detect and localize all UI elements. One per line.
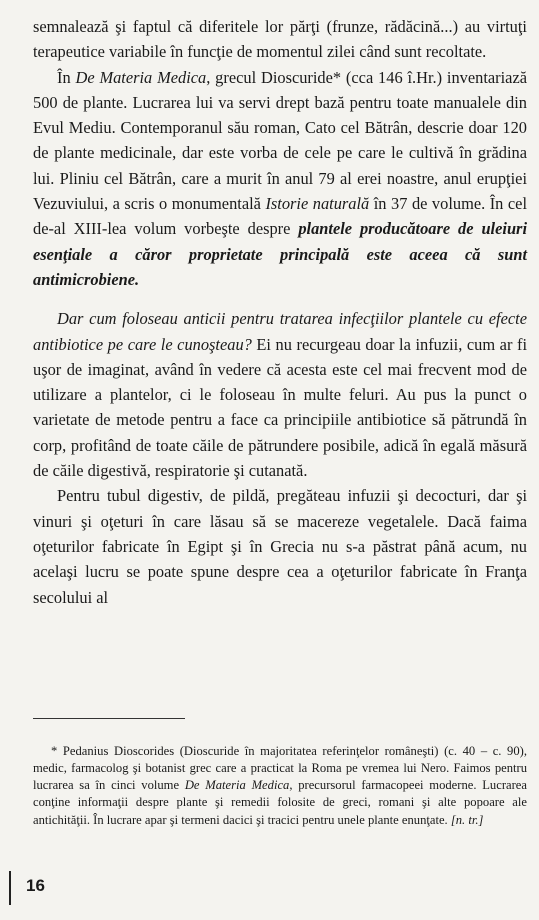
emphasized-statement: plantele producătoare de uleiuri esenţiale a căror proprietate principală este aceea că sunt antimicrobiene. (33, 219, 527, 289)
page-number: 16 (26, 876, 45, 895)
paragraph-3 (33, 306, 527, 483)
work-title-istorie-naturala: Istorie naturală (265, 194, 370, 214)
paragraph-4: Pentru tubul digestiv, de pildă, pregăteau infuzii şi decocturi, dar şi vinuri şi oţeturi în care lăsau să se macereze vegetalele. Dacă faima oţeturilor fabricate în Egipt şi în Grecia nu s-a păstrat până acum, nu acelaşi lucru se poate spune despre cea a oţeturilor fabricate în Franţa secolului al (33, 486, 527, 607)
paragraph-1: semnalează şi faptul că diferitele lor părţi (frunze, rădăcină...) au virtuţi terapeutice variabile în funcţie de momentul zilei când sunt recoltate. (33, 17, 527, 62)
translator-note: [n. tr.] (450, 812, 484, 827)
footnote-text-b: , precursorul farmacopeei moderne. Lucrarea conţine informaţii despre plante şi remedii folosite de greci, romani şi alte popoare ale antichităţii. În lucrare apar şi termeni dacici şi tracici pentru unele plante enunţate. (33, 778, 527, 827)
question-italic: Dar cum foloseau anticii pentru tratarea infecţiilor plantele cu efecte antibiotice pe care le cunoşteau? (33, 309, 527, 354)
main-text (33, 14, 527, 610)
p2-text-a: În (57, 67, 76, 87)
work-title-materia-medica: De Materia Medica (75, 67, 207, 87)
p3-text: Ei nu recurgeau doar la infuzii, cum ar fi uşor de imaginat, având în vedere că acesta este cel mai frecvent mod de utilizare a plantelor, ci le foloseau în multe feluri. Au pus la punct o varietate de metode pentru a face ca principiile antibiotice să pătrundă în corp, profitând de toate căile de pătrundere posibile, adică în egală măsură de căile digestivă, respiratorie şi cutanată. (33, 334, 527, 481)
footnote-divider (33, 718, 185, 719)
footnote-work-title: De Materia Medica (184, 778, 290, 793)
page-number-bar (9, 871, 11, 905)
footnote (33, 743, 527, 829)
p2-text-c: în 37 de volume. În cel de-al XIII-lea volum vorbeşte despre (33, 194, 527, 239)
footnote-text-a: * Pedanius Dioscorides (Dioscuride în majoritatea referinţelor româneşti) (c. 40 – c. 90), medic, farmacolog şi botanist grec care a practicat la Roma pe vremea lui Nero. Faimos pentru lucrarea sa în cinci volume (33, 743, 527, 793)
paragraph-2 (33, 65, 527, 293)
p2-text-b: , grecul Dioscuride* (cca 146 î.Hr.) inventariază 500 de plante. Lucrarea lui va servi drept bază pentru toate manualele din Evul Mediu. Contemporanul său roman, Cato cel Bătrân, descrie doar 120 de plante medicinale, dar este vorba de cele pe care le cultivă în grădina lui. Pliniu cel Bătrân, care a murit în anul 79 al erei noastre, anul erupţiei Vezuviului, a scris o monumentală (33, 67, 527, 214)
